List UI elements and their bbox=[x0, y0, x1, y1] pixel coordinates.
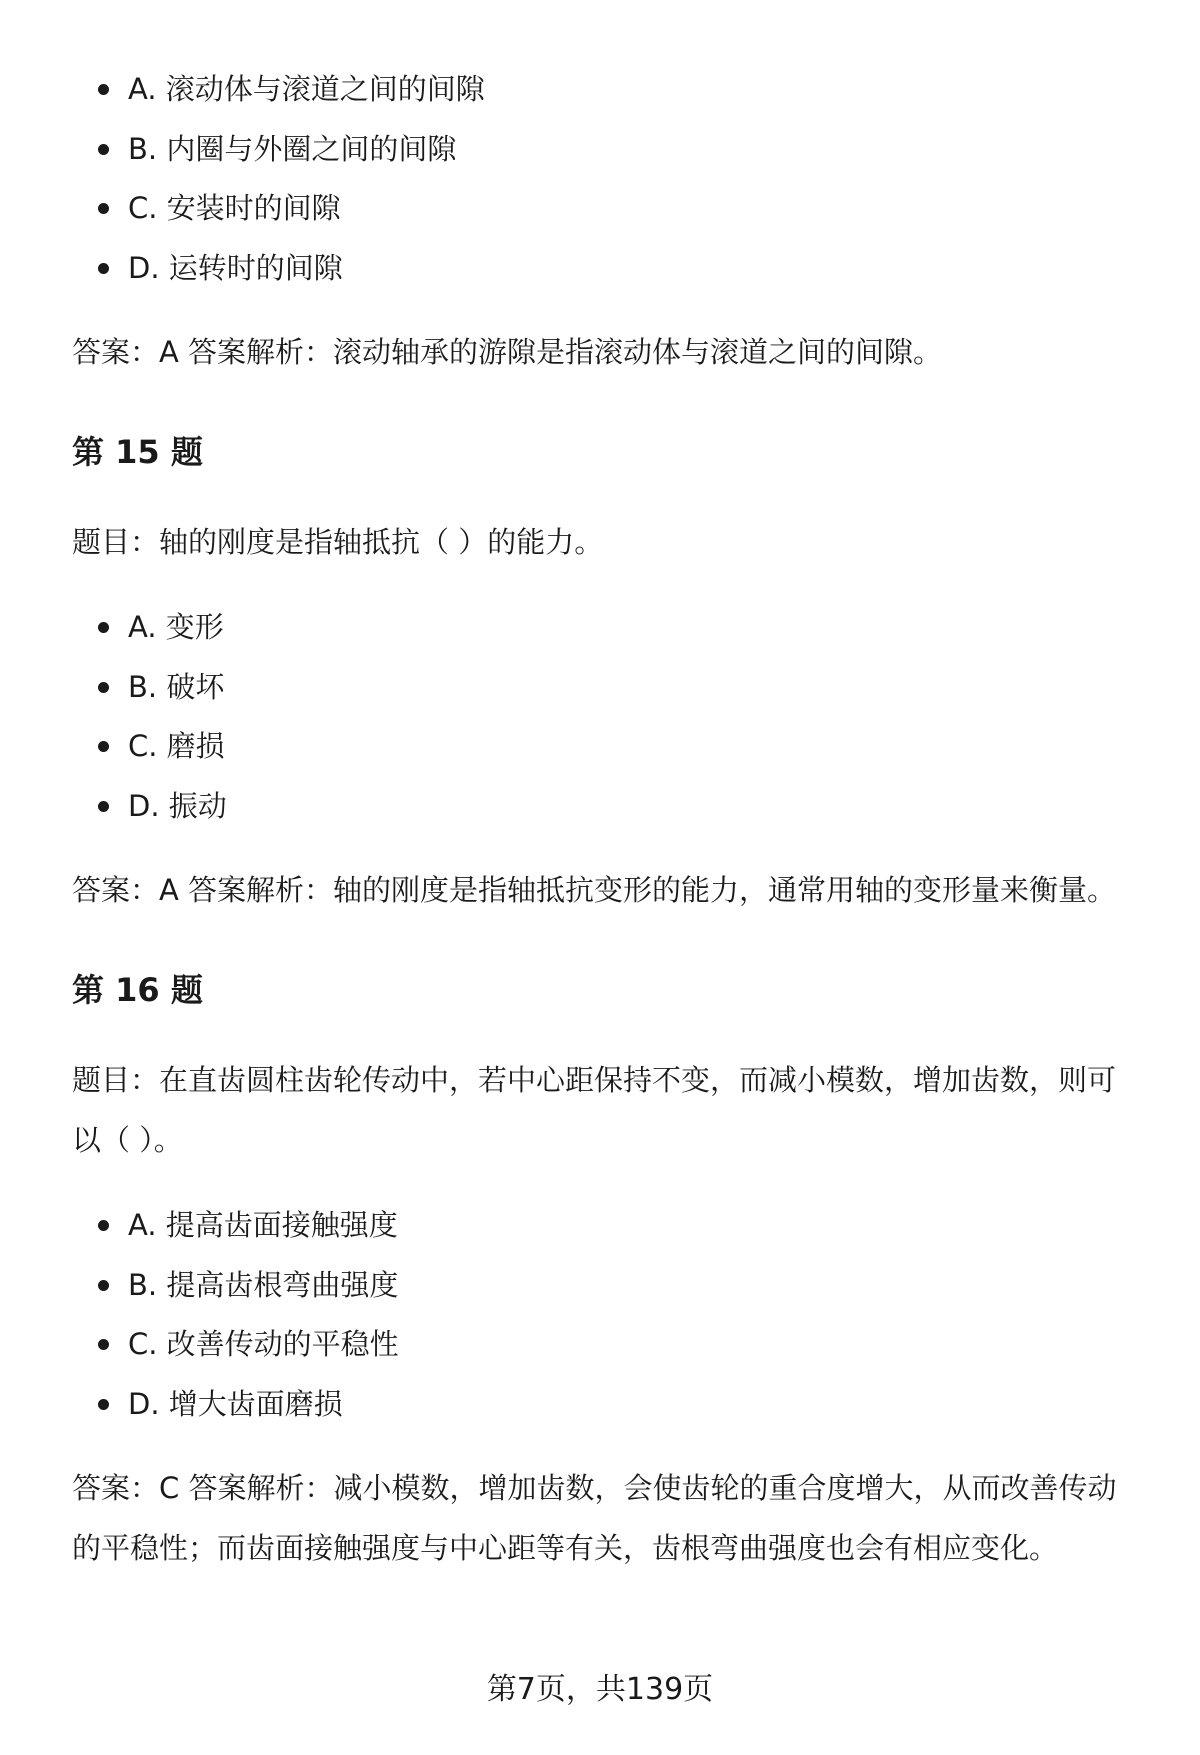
option-text: C. 安装时的间隙 bbox=[128, 191, 341, 225]
bullet-icon bbox=[98, 801, 109, 812]
q15-answer: 答案：A 答案解析：轴的刚度是指轴抵抗变形的能力，通常用轴的变形量来衡量。 bbox=[72, 873, 1117, 907]
q16-question: 题目：在直齿圆柱齿轮传动中，若中心距保持不变，而减小模数，增加齿数，则可以（ ）。 bbox=[72, 1063, 1117, 1157]
q14-option-c bbox=[72, 181, 1142, 241]
bullet-icon bbox=[98, 1220, 109, 1231]
q16-option-a bbox=[72, 1198, 1142, 1258]
option-text: D. 增大齿面磨损 bbox=[128, 1386, 343, 1421]
q15-options-list bbox=[72, 600, 1142, 838]
bullet-icon bbox=[98, 1280, 109, 1291]
option-text: A. 滚动体与滚道之间的间隙 bbox=[128, 72, 485, 106]
q15-option-d bbox=[72, 779, 1142, 839]
bullet-icon bbox=[98, 144, 109, 155]
bullet-icon bbox=[98, 741, 109, 752]
bullet-icon bbox=[98, 1399, 109, 1410]
option-text: C. 磨损 bbox=[128, 729, 225, 763]
q15-option-c bbox=[72, 719, 1142, 779]
option-text: B. 破坏 bbox=[128, 669, 225, 704]
option-text: B. 提高齿根弯曲强度 bbox=[128, 1267, 399, 1302]
page-number-footer: 第7页，共139页 bbox=[486, 1672, 714, 1707]
q15-heading: 第 15 题 bbox=[72, 433, 203, 471]
q16-option-c bbox=[72, 1317, 1142, 1377]
q16-options-list bbox=[72, 1198, 1142, 1436]
option-text: C. 改善传动的平稳性 bbox=[128, 1327, 399, 1361]
q14-answer: 答案：A 答案解析：滚动轴承的游隙是指滚动体与滚道之间的间隙。 bbox=[72, 335, 943, 369]
q14-option-b bbox=[72, 122, 1142, 182]
page-content bbox=[72, 62, 1142, 1578]
option-text: A. 变形 bbox=[128, 610, 224, 644]
q15-question: 题目：轴的刚度是指轴抵抗（ ）的能力。 bbox=[72, 525, 604, 559]
q14-option-a bbox=[72, 62, 1142, 122]
option-text: D. 振动 bbox=[128, 788, 227, 823]
q16-option-d bbox=[72, 1377, 1142, 1437]
q16-heading: 第 16 题 bbox=[72, 971, 203, 1009]
bullet-icon bbox=[98, 682, 109, 693]
option-text: B. 内圈与外圈之间的间隙 bbox=[128, 131, 457, 166]
option-text: A. 提高齿面接触强度 bbox=[128, 1208, 398, 1242]
q14-option-d bbox=[72, 241, 1142, 301]
q16-option-b bbox=[72, 1258, 1142, 1318]
bullet-icon bbox=[98, 203, 109, 214]
q16-answer: 答案：C 答案解析：减小模数，增加齿数，会使齿轮的重合度增大，从而改善传动的平稳性；而齿面接触强度与中心距等有关，齿根弯曲强度也会有相应变化。 bbox=[72, 1471, 1117, 1565]
bullet-icon bbox=[98, 263, 109, 274]
bullet-icon bbox=[98, 84, 109, 95]
q14-options-list bbox=[72, 62, 1142, 300]
bullet-icon bbox=[98, 1339, 109, 1350]
option-text: D. 运转时的间隙 bbox=[128, 250, 343, 285]
q15-option-a bbox=[72, 600, 1142, 660]
bullet-icon bbox=[98, 622, 109, 633]
q15-option-b bbox=[72, 660, 1142, 720]
